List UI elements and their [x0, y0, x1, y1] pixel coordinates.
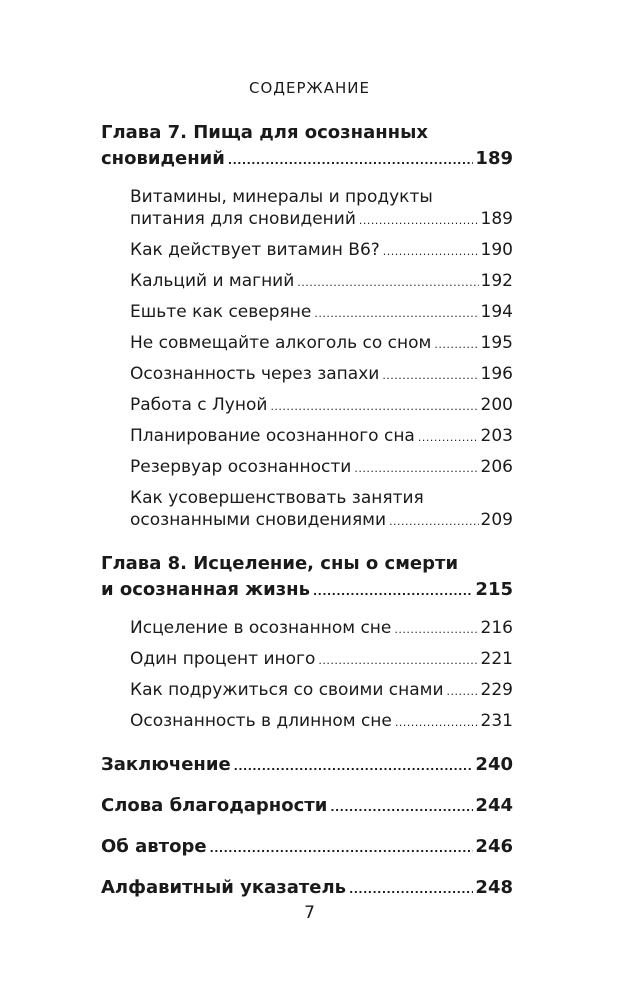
leader-dots	[349, 884, 473, 896]
page-ref: 240	[475, 754, 513, 775]
item-title-line1: Витамины, минералы и продукты	[130, 187, 433, 207]
toc-item[interactable]	[130, 394, 513, 416]
chapter-title-line2: и осознанная жизнь	[101, 579, 310, 600]
toc-item[interactable]	[130, 270, 513, 292]
item-title: Осознанность в длинном сне	[130, 711, 392, 731]
toc-item[interactable]	[130, 239, 513, 261]
page-ref: 231	[480, 711, 513, 731]
chapter-title-line1: Глава 8. Исцеление, сны о смерти	[101, 553, 459, 574]
page-ref: 221	[480, 649, 513, 669]
item-title: Осознанность через запахи	[130, 364, 380, 384]
leader-dots	[354, 463, 478, 475]
leader-dots	[330, 802, 473, 814]
page-ref: 194	[480, 302, 513, 322]
leader-dots	[270, 401, 478, 413]
table-of-contents	[101, 120, 513, 916]
toc-item[interactable]	[130, 648, 513, 670]
leader-dots	[228, 155, 474, 167]
item-title: Резервуар осознанности	[130, 457, 352, 477]
item-title: Слова благодарности	[101, 795, 328, 816]
page-ref: 215	[475, 579, 513, 600]
item-title: Работа с Луной	[130, 395, 268, 415]
page-ref: 209	[480, 510, 513, 530]
item-title: Исцеление в осознанном сне	[130, 618, 392, 638]
leader-dots	[234, 761, 474, 773]
page-ref: 248	[475, 877, 513, 898]
chapter-7-group	[101, 120, 513, 531]
leader-dots	[210, 843, 474, 855]
toc-chapter-7[interactable]	[101, 120, 513, 172]
toc-item[interactable]	[130, 617, 513, 639]
item-title: Алфавитный указатель	[101, 877, 347, 898]
leader-dots	[297, 277, 478, 289]
leader-dots	[359, 215, 479, 227]
leader-dots	[383, 246, 479, 258]
item-title: Не совмещайте алкоголь со сном	[130, 333, 432, 353]
chapter-8-sections	[130, 617, 513, 732]
item-title-line1: Как усовершенствовать занятия	[130, 488, 424, 508]
page-ref: 200	[480, 395, 513, 415]
leader-dots	[314, 308, 478, 320]
toc-item[interactable]	[130, 301, 513, 323]
leader-dots	[434, 339, 478, 351]
item-title: Как подружиться со своими снами	[130, 680, 444, 700]
item-title-line2: питания для сновидений	[130, 209, 356, 229]
page-ref: 195	[480, 333, 513, 353]
toc-chapter-8[interactable]	[101, 551, 513, 603]
toc-about-author[interactable]	[101, 834, 513, 860]
toc-index[interactable]	[101, 875, 513, 901]
leader-dots	[389, 516, 478, 528]
toc-item[interactable]	[130, 332, 513, 354]
page-ref: 189	[480, 209, 513, 229]
leader-dots	[394, 624, 478, 636]
page-ref: 206	[480, 457, 513, 477]
leader-dots	[313, 586, 473, 598]
toc-item[interactable]	[130, 679, 513, 701]
page-ref: 192	[480, 271, 513, 291]
chapter-8-group	[101, 551, 513, 732]
leader-dots	[447, 686, 479, 698]
item-title: Об авторе	[101, 836, 207, 857]
toc-conclusion[interactable]	[101, 752, 513, 778]
toc-item[interactable]	[130, 425, 513, 447]
item-title: Планирование осознанного сна	[130, 426, 415, 446]
item-title: Кальций и магний	[130, 271, 295, 291]
toc-item[interactable]	[130, 710, 513, 732]
item-title-line2: осознанными сновидениями	[130, 510, 387, 530]
page-number: 7	[304, 903, 315, 923]
page-ref: 196	[480, 364, 513, 384]
toc-item[interactable]	[130, 456, 513, 478]
chapter-7-sections	[130, 186, 513, 531]
toc-item[interactable]	[130, 186, 513, 230]
page-ref: 244	[475, 795, 513, 816]
leader-dots	[395, 717, 479, 729]
leader-dots	[382, 370, 478, 382]
page-ref: 190	[480, 240, 513, 260]
page-ref: 189	[475, 148, 513, 169]
chapter-title-line1: Глава 7. Пища для осознанных	[101, 122, 428, 143]
page-ref: 216	[480, 618, 513, 638]
item-title: Ешьте как северяне	[130, 302, 312, 322]
page-ref: 229	[480, 680, 513, 700]
page-title: СОДЕРЖАНИЕ	[249, 79, 370, 97]
page-ref: 203	[480, 426, 513, 446]
toc-item[interactable]	[130, 487, 513, 531]
page-ref: 246	[475, 836, 513, 857]
leader-dots	[418, 432, 479, 444]
leader-dots	[318, 655, 478, 667]
toc-acknowledgments[interactable]	[101, 793, 513, 819]
item-title: Как действует витамин B6?	[130, 240, 380, 260]
item-title: Один процент иного	[130, 649, 316, 669]
chapter-title-line2: сновидений	[101, 148, 225, 169]
item-title: Заключение	[101, 754, 231, 775]
toc-item[interactable]	[130, 363, 513, 385]
